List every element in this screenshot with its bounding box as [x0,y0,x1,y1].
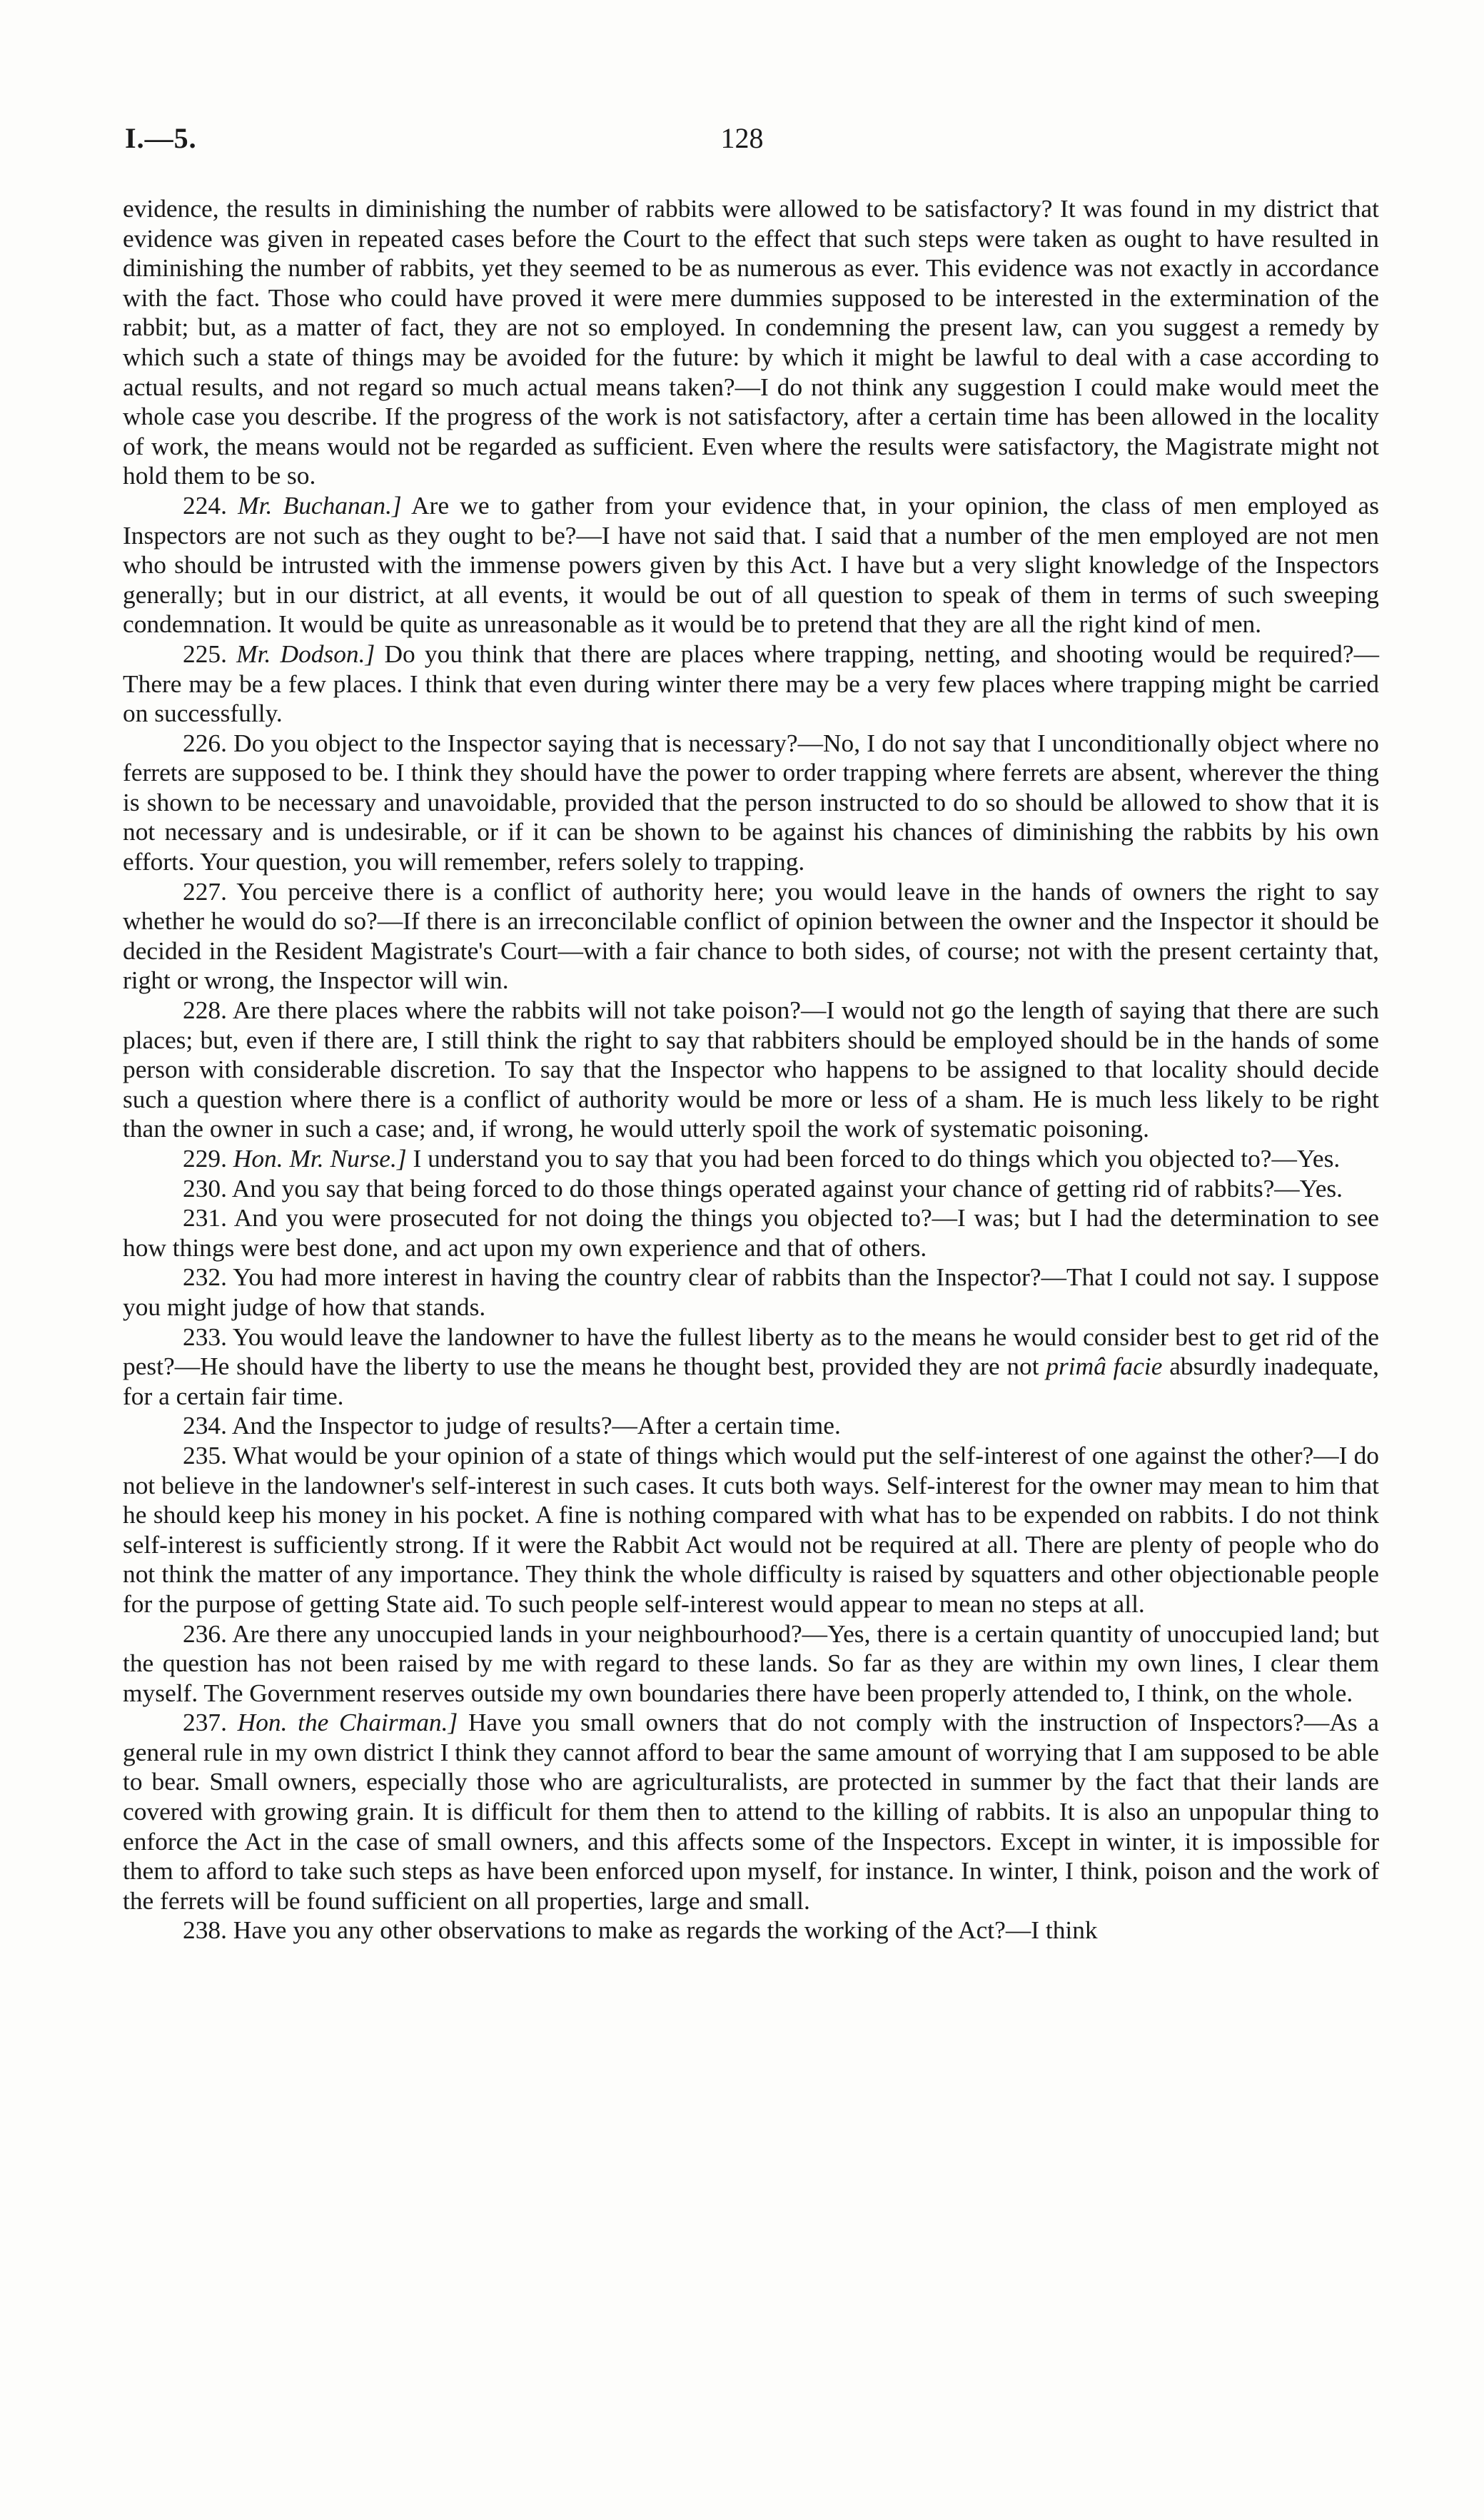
question-number: 227. [183,876,227,906]
paragraph-text: And the Inspector to judge of results?—After a certain time. [231,1411,841,1440]
paragraph-text: You would leave the landowner to have the fullest liberty as to the means he would consider best to get rid of the pest?—He should have the liberty to use the means he thought best, provided they are not [123,1322,1379,1381]
page-number: 128 [720,122,764,154]
question-number: 233. [183,1322,227,1351]
paragraph-text: I understand you to say that you had been forced to do things which you objected to?—Yes. [413,1144,1341,1173]
paragraph-238 [123,1916,1379,1945]
document-body [123,194,1379,1945]
question-number: 228. [183,996,227,1025]
question-number: 226. [183,728,227,757]
paragraph-225 [123,639,1379,729]
italic-phrase: primâ facie [1046,1352,1163,1381]
paragraph-text: Are there any unoccupied lands in your neighbourhood?—Yes, there is a certain quantity of unoccupied land; but the question has not been raised by me with regard to these lands. So far as they are within my own lines, I clear them myself. The Government reserves outside my own boundaries there have been properly attended to, I think, on the whole. [123,1619,1379,1707]
paragraph-text: Are there places where the rabbits will not take poison?—I would not go the length of saying that there are such places; but, even if there are, I still think the right to say that rabbiters should be employed should be in the hands of some person with considerable discretion. To say that the Inspector who happens to be assigned to that locality should decide such a question where there is a conflict of authority would be more or less of a sham. He is much less likely to be right than the owner in such a case; and, if wrong, he would utterly spoil the work of systematic poisoning. [123,996,1380,1143]
paragraph-text: You perceive there is a conflict of authority here; you would leave in the hands of owners the right to say whether he would do so?—If there is an irreconcilable conflict of opinion between the owner and the Inspector it should be decided in the Resident Magistrate's Court—with a fair chance to both sides, of course; not with the present certainty that, right or wrong, the Inspector will win. [123,876,1379,995]
paragraph-text: And you were prosecuted for not doing the things you objected to?—I was; but I had the determination to see how things were best done, and act upon my own experience and that of others. [123,1203,1379,1262]
paragraph-227 [123,877,1379,996]
paragraph-228 [123,996,1379,1144]
paragraph-text: Have you any other observations to make as regards the working of the Act?—I think [233,1916,1098,1945]
document-reference: I.—5. [125,122,197,154]
paragraph-232 [123,1262,1379,1322]
speaker-name: Mr. Dodson.] [236,639,375,668]
question-number: 232. [183,1262,227,1292]
question-number: 238. [183,1916,227,1945]
paragraph-237 [123,1708,1379,1916]
question-number: 234. [183,1411,227,1440]
paragraph-text: What would be your opinion of a state of things which would put the self-interest of one against the other?—I do not believe in the landowner's self-interest in such cases. It cuts both ways. Self-interest for the owner may mean to him that he should keep his money in his pocket. A fine is nothing compared with what has to be expended on rabbits. I do not think self-interest is sufficiently strong. If it were the Rabbit Act would not be required at all. There are plenty of people who do not think the matter of any importance. They think the whole difficulty is raised by squatters and other objectionable people for the purpose of getting State aid. To such people self-interest would appear to mean no steps at all. [123,1440,1379,1618]
paragraph-233 [123,1322,1379,1412]
paragraph-text: Do you object to the Inspector saying that is necessary?—No, I do not say that I unconditionally object where no ferrets are supposed to be. I think they should have the power to order trapping where ferrets are absent, wherever the thing is shown to be necessary and unavoidable, provided that the person instructed to do so should be allowed to show that it is not necessary and is undesirable, or if it can be shown to be against his chances of diminishing the rabbits by his own efforts. Your question, you will remember, refers solely to trapping. [123,728,1379,876]
paragraph-226 [123,729,1379,877]
paragraph-text: Are we to gather from your evidence that, in your opinion, the class of men employed as Inspectors are not such as they ought to be?—I have not said that. I said that a number of the men employed are not men who should be intrusted with the immense powers given by this Act. I have but a very slight knowledge of the Inspectors generally; but in our district, at all events, it would be out of all question to speak of them in terms of such sweeping condemnation. It would be quite as unreasonable as it would be to pretend that they are all the right kind of men. [123,490,1379,639]
paragraph-224 [123,491,1379,639]
question-number: 236. [183,1619,227,1648]
paragraph-text: You had more interest in having the country clear of rabbits than the Inspector?—That I could not say. I suppose you might judge of how that stands. [123,1262,1379,1321]
question-number: 237. [183,1708,227,1737]
speaker-name: Hon. Mr. Nurse.] [233,1144,407,1173]
paragraph-235 [123,1441,1379,1619]
speaker-name: Hon. the Chairman.] [237,1708,458,1737]
question-number: 230. [183,1173,227,1203]
paragraph-236 [123,1619,1379,1709]
paragraph-text: Do you think that there are places where trapping, netting, and shooting would be required?—There may be a few places. I think that even during winter there may be a very few places where trapping might be carried on successfully. [123,639,1379,728]
paragraph-text: evidence, the results in diminishing the number of rabbits were allowed to be satisfactory? It was found in my district that evidence was given in repeated cases before the Court to the effect that such steps were taken as ought to have resulted in diminishing the number of rabbits, yet they seemed to be as numerous as ever. This evidence was not exactly in accordance with the fact. Those who could have proved it were mere dummies supposed to be interested in the extermination of the rabbit; but, as a matter of fact, they are not so employed. In condemning the present law, can you suggest a remedy by which such a state of things may be avoided for the future: by which it might be lawful to deal with a case according to actual results, and not regard so much actual means taken?—I do not think any suggestion I could make would meet the whole case you describe. If the progress of the work is not satisfactory, after a certain time has been allowed in the locality of work, the means would not be regarded as sufficient. Even where the results were satisfactory, the Magistrate might not hold them to be so. [123,194,1379,490]
question-number: 224. [183,490,227,520]
paragraph-230 [123,1174,1379,1204]
question-number: 235. [183,1440,227,1469]
paragraph-234 [123,1411,1379,1441]
paragraph-229 [123,1144,1379,1174]
paragraph-text: Have you small owners that do not comply with the instruction of Inspectors?—As a general rule in my own district I think they cannot afford to bear the same amount of worrying that I am supposed to be able to bear. Small owners, especially those who are agriculturalists, are protected in summer by the fact that their lands are covered with growing grain. It is difficult for them then to attend to the killing of rabbits. It is also an unpopular thing to enforce the Act in the case of small owners, and this affects some of the Inspectors. Except in winter, it is impossible for them to afford to take such steps as have been enforced upon myself, for instance. In winter, I think, poison and the work of the ferrets will be found sufficient on all properties, large and small. [123,1708,1379,1915]
paragraph-text-end: absurdly inadequate, for a certain fair time. [123,1352,1379,1410]
question-number: 231. [183,1203,227,1233]
question-number: 225. [183,639,227,668]
speaker-name: Mr. Buchanan.] [238,490,402,520]
question-number: 229. [183,1144,227,1173]
page-header [125,121,1359,164]
paragraph-continuation [123,194,1379,491]
paragraph-231 [123,1203,1379,1262]
paragraph-text: And you say that being forced to do those things operated against your chance of getting rid of rabbits?—Yes. [231,1173,1343,1203]
